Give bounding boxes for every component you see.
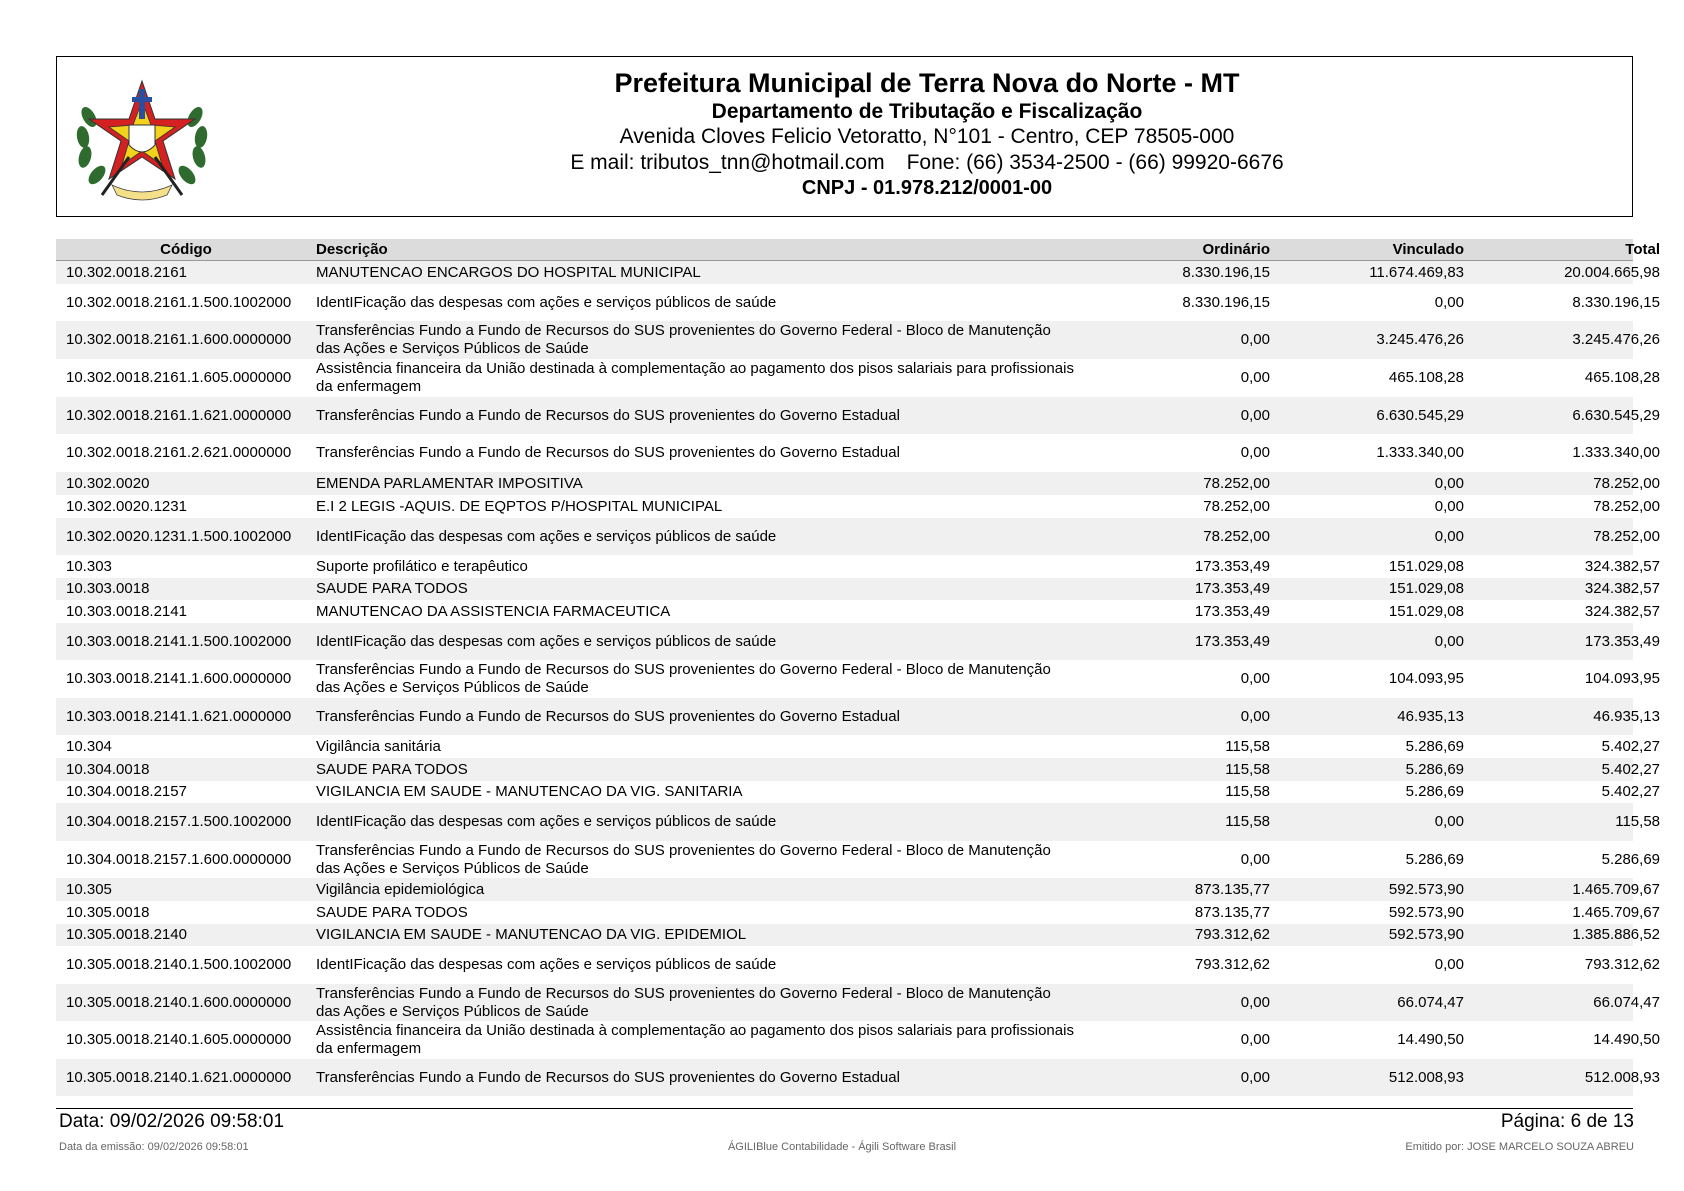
cell-vinculado: 5.286,69 [1405,760,1464,778]
cell-description: IdentIFicação das despesas com ações e serviços públicos de saúde [316,813,777,830]
cell-code: 10.305.0018.2140.1.605.0000000 [66,1031,292,1048]
cell-ordinario: 0,00 [1240,406,1270,424]
cell-code: 10.302.0018.2161.1.600.0000000 [66,331,292,348]
column-header-code: Código [160,241,212,258]
cell-ordinario: 0,00 [1240,993,1270,1011]
cell-total: 1.385.886,52 [1572,926,1660,943]
cell-ordinario: 78.252,00 [1203,497,1270,515]
cell-code: 10.304.0018.2157.1.600.0000000 [66,850,292,868]
table-row [56,735,1660,758]
cell-ordinario: 78.252,00 [1203,527,1270,545]
cell-description: VIGILANCIA EM SAUDE - MANUTENCAO DA VIG. EPIDEMIOL [316,926,747,943]
report-header [56,56,1633,217]
cell-ordinario: 0,00 [1240,1031,1270,1048]
cell-total: 173.353,49 [1584,632,1660,650]
column-header-description: Descrição [316,241,388,258]
cell-ordinario: 115,58 [1225,783,1270,800]
cell-vinculado: 465.108,28 [1388,369,1464,386]
table-row [56,555,1660,578]
table-row [56,1059,1660,1096]
cell-vinculado: 3.245.476,26 [1376,331,1464,348]
cell-total: 8.330.196,15 [1572,293,1660,311]
cell-vinculado: 0,00 [1434,497,1464,515]
report-date: Data: 09/02/2026 09:58:01 [59,1111,285,1132]
cell-code: 10.305.0018 [66,903,150,921]
table-header [56,239,1660,261]
cell-code: 10.304.0018.2157 [66,783,187,800]
expense-table [56,239,1660,1096]
cell-total: 46.935,13 [1593,707,1660,725]
table-row [56,578,1660,600]
table-row [56,781,1660,803]
table-row [56,495,1660,518]
cell-code: 10.304.0018 [66,760,150,778]
table-row [56,901,1660,924]
municipal-crest-icon [67,67,217,207]
cell-vinculado: 5.286,69 [1405,850,1464,868]
cell-code: 10.305.0018.2140.1.600.0000000 [66,993,292,1011]
cell-ordinario: 873.135,77 [1194,880,1270,898]
cell-ordinario: 0,00 [1240,670,1270,687]
cell-description: Suporte profilático e terapêutico [316,557,528,575]
cell-ordinario: 173.353,49 [1194,632,1270,650]
cell-code: 10.302.0018.2161 [66,263,187,281]
cell-description: IdentIFicação das despesas com ações e serviços públicos de saúde [316,527,777,545]
cell-code: 10.302.0018.2161.1.500.1002000 [66,293,292,311]
cell-code: 10.303.0018.2141.1.600.0000000 [66,670,292,687]
cell-total: 324.382,57 [1584,602,1660,620]
cell-description: Vigilância sanitária [316,737,441,755]
cell-total: 512.008,93 [1584,1068,1660,1086]
cell-vinculado: 66.074,47 [1397,993,1464,1011]
table-row [56,472,1660,495]
cell-code: 10.302.0020 [66,474,150,492]
cell-description: MANUTENCAO ENCARGOS DO HOSPITAL MUNICIPAL [316,263,701,281]
cell-ordinario: 173.353,49 [1194,557,1270,575]
cell-ordinario: 115,58 [1225,813,1270,830]
table-row [56,1021,1660,1059]
cell-ordinario: 0,00 [1240,850,1270,868]
cell-vinculado: 0,00 [1434,813,1464,830]
cell-total: 115,58 [1615,813,1660,830]
cell-total: 14.490,50 [1593,1031,1660,1048]
cell-total: 5.286,69 [1601,850,1660,868]
table-row [56,397,1660,434]
cell-description: SAUDE PARA TODOS [316,903,468,921]
cell-description: Transferências Fundo a Fundo de Recursos do SUS provenientes do Governo Estadual [316,1068,900,1086]
cell-code: 10.304.0018.2157.1.500.1002000 [66,813,292,830]
cell-vinculado: 11.674.469,83 [1369,263,1464,281]
cell-description: Transferências Fundo a Fundo de Recursos do SUS provenientes do Governo Federal - Bloco de Manutenção das Ações e Serviços Públicos de Saúde [316,661,1051,696]
cell-vinculado: 0,00 [1434,956,1464,973]
address: Avenida Cloves Felicio Vetoratto, N°101 - Centro, CEP 78505-000 [619,125,1235,148]
cell-total: 793.312,62 [1584,956,1660,973]
cell-code: 10.303.0018.2141.1.621.0000000 [66,707,292,725]
cell-total: 66.074,47 [1593,993,1660,1011]
table-row [56,878,1660,901]
cell-vinculado: 14.490,50 [1397,1031,1464,1048]
cell-ordinario: 115,58 [1225,737,1270,755]
cell-description: E.I 2 LEGIS -AQUIS. DE EQPTOS P/HOSPITAL MUNICIPAL [316,497,723,515]
table-row [56,518,1660,555]
cell-total: 5.402,27 [1601,760,1660,778]
cell-vinculado: 512.008,93 [1388,1068,1464,1086]
cell-code: 10.302.0020.1231.1.500.1002000 [66,527,292,545]
cell-total: 324.382,57 [1584,580,1660,597]
cell-code: 10.302.0018.2161.1.605.0000000 [66,369,292,386]
cell-total: 78.252,00 [1593,474,1660,492]
cell-vinculado: 592.573,90 [1388,903,1464,921]
column-header-ordinario: Ordinário [1202,241,1270,258]
cell-total: 78.252,00 [1593,527,1660,545]
table-row [56,660,1660,698]
cell-code: 10.304 [66,737,112,755]
email: E mail: tributos_tnn@hotmail.com [570,151,885,174]
table-row [56,261,1660,284]
cell-description: VIGILANCIA EM SAUDE - MANUTENCAO DA VIG. SANITARIA [316,783,743,800]
column-header-vinculado: Vinculado [1392,241,1464,258]
cell-description: Transferências Fundo a Fundo de Recursos do SUS provenientes do Governo Estadual [316,444,900,461]
cell-vinculado: 6.630.545,29 [1376,406,1464,424]
table-row [56,600,1660,623]
table-row [56,984,1660,1021]
contact-line [357,150,1497,176]
cell-total: 5.402,27 [1601,737,1660,755]
cell-ordinario: 115,58 [1225,760,1270,778]
cell-code: 10.305.0018.2140 [66,926,187,943]
cell-code: 10.303.0018 [66,580,150,597]
table-row [56,924,1660,946]
software-credit: ÁGILIBlue Contabilidade - Ágili Software Brasil [727,1141,957,1153]
cell-vinculado: 151.029,08 [1388,580,1464,597]
cell-vinculado: 1.333.340,00 [1376,444,1464,461]
cell-description: SAUDE PARA TODOS [316,760,468,778]
page-number: Página: 6 de 13 [1500,1111,1634,1132]
cell-total: 1.333.340,00 [1572,444,1660,461]
cell-code: 10.305.0018.2140.1.621.0000000 [66,1068,292,1086]
cell-description: Transferências Fundo a Fundo de Recursos do SUS provenientes do Governo Estadual [316,406,900,424]
table-row [56,698,1660,735]
municipality-title: Prefeitura Municipal de Terra Nova do Norte - MT [614,68,1240,98]
cell-code: 10.303.0018.2141 [66,602,187,620]
footer-divider [56,1108,1633,1109]
cell-code: 10.305.0018.2140.1.500.1002000 [66,956,292,973]
cell-vinculado: 46.935,13 [1397,707,1464,725]
cell-description: MANUTENCAO DA ASSISTENCIA FARMACEUTICA [316,602,671,620]
cell-description: Transferências Fundo a Fundo de Recursos do SUS provenientes do Governo Federal - Bloco de Manutenção das Ações e Serviços Públicos de Saúde [316,841,1051,877]
cell-vinculado: 0,00 [1434,293,1464,311]
table-row [56,623,1660,660]
cell-ordinario: 0,00 [1240,444,1270,461]
issuer: Emitido por: JOSE MARCELO SOUZA ABREU [1405,1141,1634,1153]
cell-total: 20.004.665,98 [1564,263,1660,281]
table-row [56,946,1660,984]
cell-ordinario: 873.135,77 [1194,903,1270,921]
cell-ordinario: 0,00 [1240,707,1270,725]
cell-ordinario: 0,00 [1240,331,1270,348]
cell-description: Assistência financeira da União destinada à complementação ao pagamento dos pisos salariais para profissionais da enfermagem [316,360,1074,395]
cell-vinculado: 151.029,08 [1388,557,1464,575]
cell-code: 10.302.0018.2161.2.621.0000000 [66,444,292,461]
cell-total: 6.630.545,29 [1572,406,1660,424]
cell-code: 10.303 [66,557,112,575]
cell-total: 3.245.476,26 [1572,331,1660,348]
table-row [56,841,1660,878]
cell-description: Transferências Fundo a Fundo de Recursos do SUS provenientes do Governo Federal - Bloco de Manutenção das Ações e Serviços Públicos de Saúde [316,984,1051,1020]
cell-ordinario: 0,00 [1240,369,1270,386]
cell-total: 324.382,57 [1584,557,1660,575]
table-row [56,359,1660,397]
table-row [56,284,1660,321]
cell-ordinario: 173.353,49 [1194,580,1270,597]
table-row [56,803,1660,841]
cell-description: IdentIFicação das despesas com ações e serviços públicos de saúde [316,956,777,973]
cell-description: Transferências Fundo a Fundo de Recursos do SUS provenientes do Governo Federal - Bloco de Manutenção das Ações e Serviços Públicos de Saúde [316,322,1051,357]
cell-description: Vigilância epidemiológica [316,880,485,898]
cell-code: 10.303.0018.2141.1.500.1002000 [66,632,292,650]
table-row [56,321,1660,359]
cell-description: Assistência financeira da União destinada à complementação ao pagamento dos pisos salariais para profissionais da enfermagem [316,1022,1074,1057]
cell-total: 1.465.709,67 [1572,880,1660,898]
table-row [56,434,1660,472]
cell-vinculado: 0,00 [1434,632,1464,650]
cell-ordinario: 8.330.196,15 [1182,263,1270,281]
cell-total: 465.108,28 [1584,369,1660,386]
cell-description: SAUDE PARA TODOS [316,580,468,597]
cell-vinculado: 151.029,08 [1388,602,1464,620]
cell-vinculado: 592.573,90 [1388,880,1464,898]
cell-vinculado: 5.286,69 [1405,737,1464,755]
phone: Fone: (66) 3534-2500 - (66) 99920-6676 [906,151,1284,174]
cell-ordinario: 0,00 [1240,1068,1270,1086]
department-name: Departamento de Tributação e Fiscalização [711,100,1143,123]
cell-total: 78.252,00 [1593,497,1660,515]
table-body [56,261,1660,1096]
cell-vinculado: 5.286,69 [1405,783,1464,800]
cell-ordinario: 793.312,62 [1194,926,1270,943]
cell-description: IdentIFicação das despesas com ações e serviços públicos de saúde [316,632,777,650]
cell-vinculado: 0,00 [1434,474,1464,492]
cell-code: 10.302.0020.1231 [66,497,187,515]
cell-ordinario: 78.252,00 [1203,474,1270,492]
cell-description: IdentIFicação das despesas com ações e serviços públicos de saúde [316,293,777,311]
cnpj: CNPJ - 01.978.212/0001-00 [801,177,1053,199]
cell-ordinario: 173.353,49 [1194,602,1270,620]
cell-ordinario: 793.312,62 [1194,956,1270,973]
cell-total: 5.402,27 [1601,783,1660,800]
column-header-total: Total [1625,241,1660,258]
cell-code: 10.302.0018.2161.1.621.0000000 [66,406,292,424]
cell-vinculado: 104.093,95 [1388,670,1464,687]
emission-date: Data da emissão: 09/02/2026 09:58:01 [59,1141,249,1153]
cell-total: 104.093,95 [1584,670,1660,687]
cell-code: 10.305 [66,880,112,898]
cell-vinculado: 592.573,90 [1388,926,1464,943]
cell-ordinario: 8.330.196,15 [1182,293,1270,311]
cell-total: 1.465.709,67 [1572,903,1660,921]
cell-vinculado: 0,00 [1434,527,1464,545]
cell-description: EMENDA PARLAMENTAR IMPOSITIVA [316,474,583,492]
cell-description: Transferências Fundo a Fundo de Recursos do SUS provenientes do Governo Estadual [316,707,900,725]
table-row [56,758,1660,781]
